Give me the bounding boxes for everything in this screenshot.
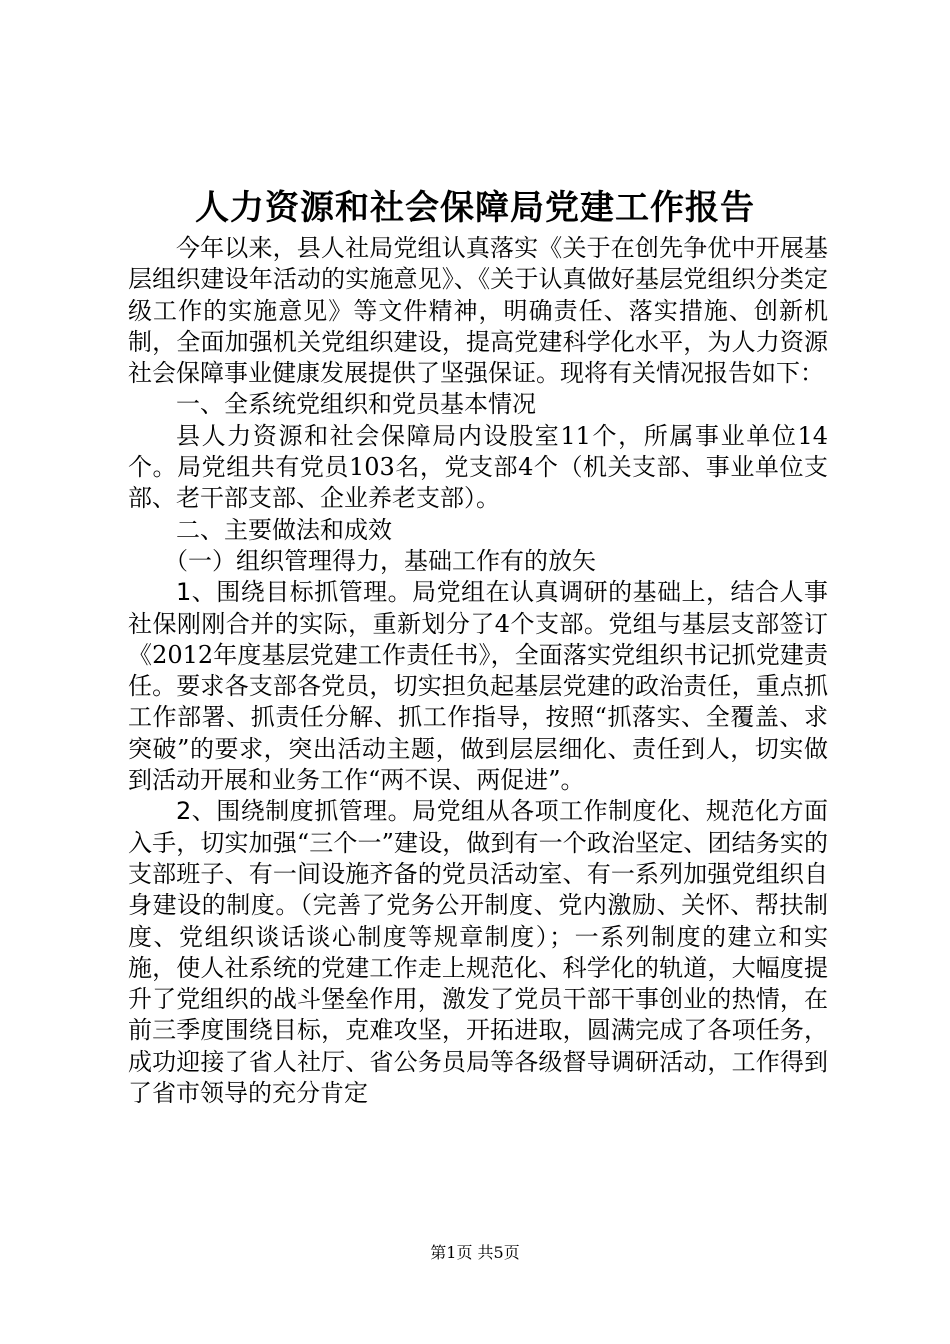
item-2-paragraph [128, 796, 828, 1109]
item-2-text: 局党组从各项工作制度化、规范化方面入手，切实加强“三个一”建设，做到有一个政治坚定、团结务实的支部班子、有一间设施齐备的党员活动室、有一系列加强党组织自身建设的制度。（完善了党务公开制度、党内激励、关怀、帮扶制度、党组织谈话谈心制度等规章制度）；一系列制度的建立和实施，使人社系统的党建工作走上规范化、科学化的轨道，大幅度提升了党组织的战斗堡垒作用，激发了党员干部干事创业的热情，在前三季度围绕目标，克难攻坚，开拓进取，圆满完成了各项任务，成功迎接了省人社厅、省公务员局等各级督导调研活动，工作得到了省市领导的充分肯定 [128, 797, 828, 1108]
subsection-1-heading: （一）组织管理得力，基础工作有的放矢 [164, 546, 596, 575]
intro-paragraph: 今年以来，县人社局党组认真落实《关于在创先争优中开展基层组织建设年活动的实施意见》、《关于认真做好基层党组织分类定级工作的实施意见》等文件精神，明确责任、落实措施、创新机制，全面加强机关党组织建设，提高党建科学化水平，为人力资源社会保障事业健康发展提供了坚强保证。现将有关情况报告如下： [128, 234, 828, 388]
page-number-footer: 第1页 共5页 [430, 1243, 520, 1262]
item-1-text: 局党组在认真调研的基础上，结合人事社保刚刚合并的实际，重新划分了4个支部。党组与基层支部签订《2012年度基层党建工作责任书》，全面落实党组织书记抓党建责任。要求各支部各党员，切实担负起基层党建的政治责任，重点抓工作部署、抓责任分解、抓工作指导，按照“抓落实、全覆盖、求突破”的要求，突出活动主题，做到层层细化、责任到人，切实做到活动开展和业务工作“两不误、两促进”。 [128, 578, 828, 795]
section-2-heading: 二、主要做法和成效 [176, 515, 392, 544]
section-1-paragraph: 县人力资源和社会保障局内设股室11个，所属事业单位14个。局党组共有党员103名，党支部4个（机关支部、事业单位支部、老干部支部、企业养老支部）。 [128, 421, 828, 513]
item-1-lead: 1、围绕目标抓管理。 [176, 578, 413, 607]
document-body [128, 233, 828, 1109]
item-2-lead: 2、围绕制度抓管理。 [176, 797, 413, 826]
document-title: 人力资源和社会保障局党建工作报告 [195, 188, 755, 228]
section-1-heading: 一、全系统党组织和党员基本情况 [176, 390, 536, 419]
item-1-paragraph [128, 577, 828, 796]
